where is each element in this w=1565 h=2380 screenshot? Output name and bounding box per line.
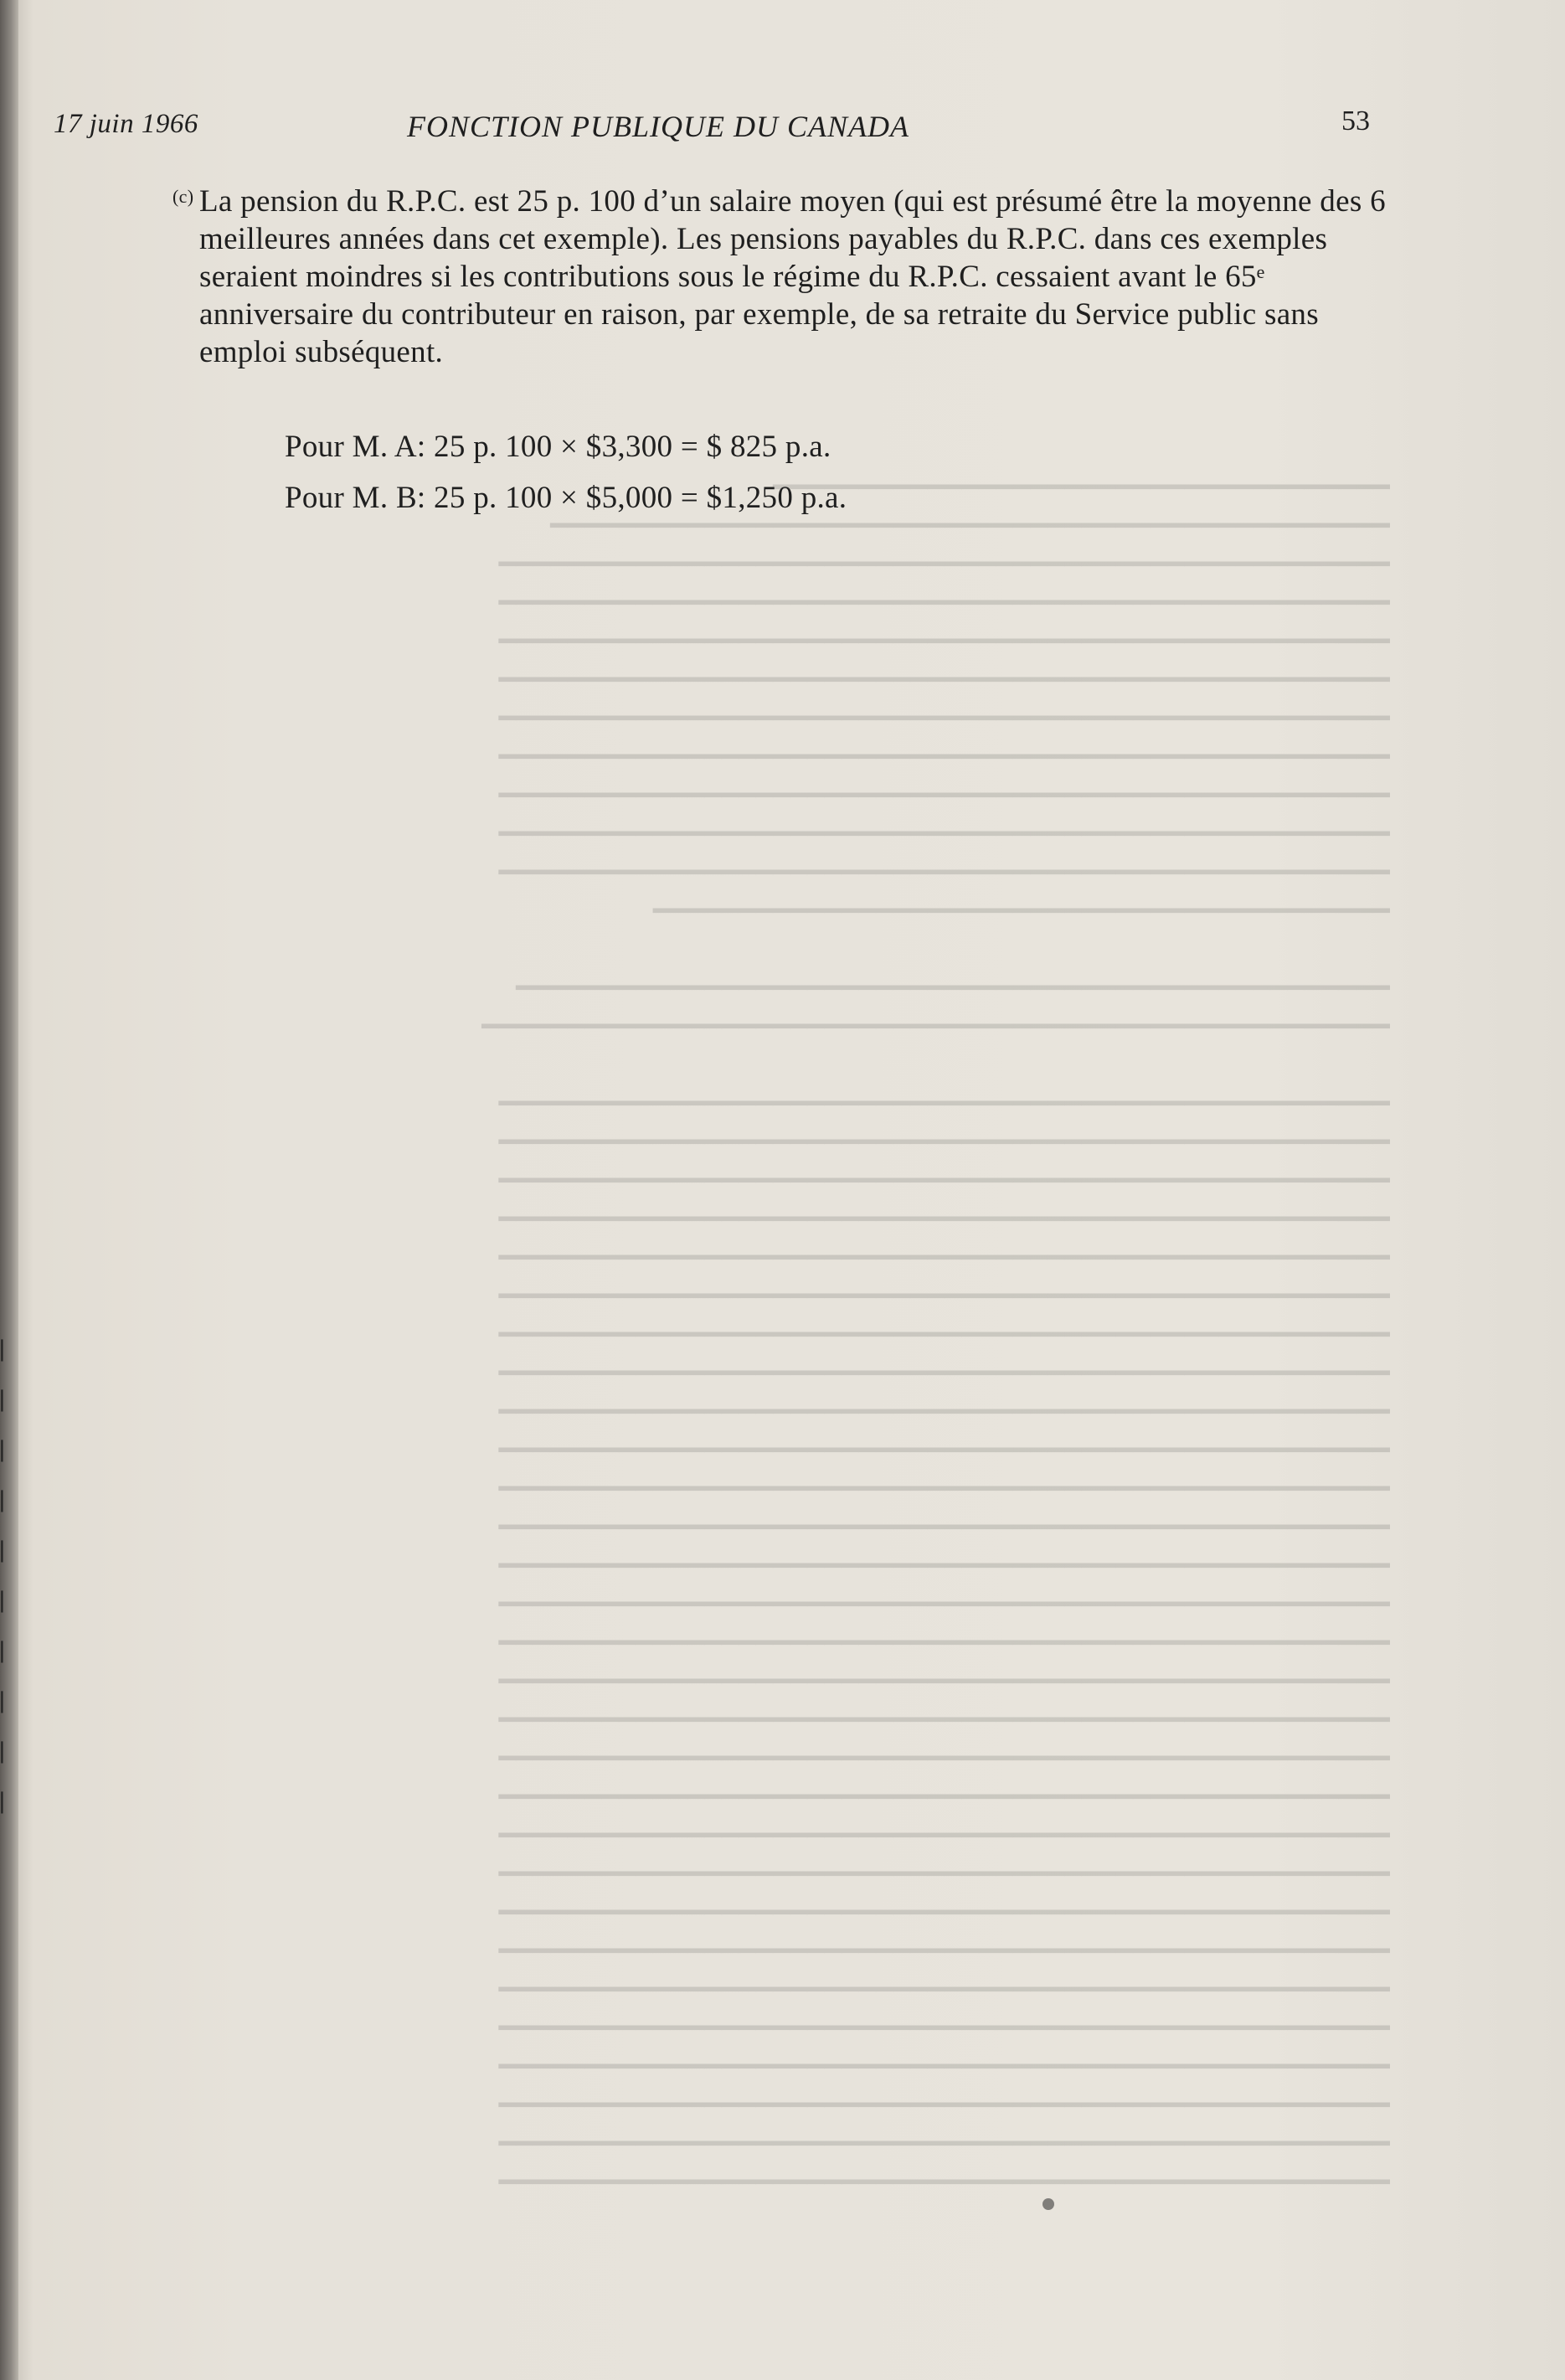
bleed-through-texture: ━━━━━━━━━━━━━━━━━━━━━━━━━━━━━━━━━━━━ ━━━━━━━━━━━━━━━━━━━━━━━━━━━━━━━━━━━━━━━━━━━━━━━━━ ━━━━━━━━━━━━━━━━━━━━━━━━━━━━━━━━━━━━━━━━━━━━━━━━━━━━ ━━━━━━━━━━━━━━━━━━━━━━━━━━━━━━━━━━━━━━━━━━━━━━━━━━━━ ━━━━━━━━━━━━━━━━━━━━━━━━━━━━━━━━━━━━━━━━━━━━━━━━━━━━ ━━━━━━━━━━━━━━━━━━━━━━━━━━━━━━━━━━━━━━━━━━━━━━━━━━━━ ━━━━━━━━━━━━━━━━━━━━━━━━━━━━━━━━━━━━━━━━━━━━━━━━━━━━ ━━━━━━━━━━━━━━━━━━━━━━━━━━━━━━━━━━━━━━━━━━━━━━━━━━━━ ━━━━━━━━━━━━━━━━━━━━━━━━━━━━━━━━━━━━━━━━━━━━━━━━━━━━ ━━━━━━━━━━━━━━━━━━━━━━━━━━━━━━━━━━━━━━━━━━━━━━━━━━━━ ━━━━━━━━━━━━━━━━━━━━━━━━━━━━━━━━━━━━━━━━━━━━━━━━━━━━ ━━━━━━━━━━━━━━━━━━━━━━━━━━━━━━━━━━━━━━━━━━━ ━━━━━━━━━━━━━━━━━━━━━━━━━━━━━━━━━━━━━━━━━━━━━━━━━━━ ━━━━━━━━━━━━━━━━━━━━━━━━━━━━━━━━━━━━━━━━━━━━━━━━━━━━━ ━━━━━━━━━━━━━━━━━━━━━━━━━━━━━━━━━━━━━━━━━━━━━━━━━━━━ ━━━━━━━━━━━━━━━━━━━━━━━━━━━━━━━━━━━━━━━━━━━━━━━━━━━━ ━━━━━━━━━━━━━━━━━━━━━━━━━━━━━━━━━━━━━━━━━━━━━━━━━━━━ ━━━━━━━━━━━━━━━━━━━━━━━━━━━━━━━━━━━━━━━━━━━━━━━━━━━━ ━━━━━━━━━━━━━━━━━━━━━━━━━━━━━━━━━━━━━━━━━━━━━━━━━━━━ ━━━━━━━━━━━━━━━━━━━━━━━━━━━━━━━━━━━━━━━━━━━━━━━━━━━━ ━━━━━━━━━━━━━━━━━━━━━━━━━━━━━━━━━━━━━━━━━━━━━━━━━━━━ ━━━━━━━━━━━━━━━━━━━━━━━━━━━━━━━━━━━━━━━━━━━━━━━━━━━━ ━━━━━━━━━━━━━━━━━━━━━━━━━━━━━━━━━━━━━━━━━━━━━━━━━━━━ ━━━━━━━━━━━━━━━━━━━━━━━━━━━━━━━━━━━━━━━━━━━━━━━━━━━━ ━━━━━━━━━━━━━━━━━━━━━━━━━━━━━━━━━━━━━━━━━━━━━━━━━━━━ ━━━━━━━━━━━━━━━━━━━━━━━━━━━━━━━━━━━━━━━━━━━━━━━━━━━━ ━━━━━━━━━━━━━━━━━━━━━━━━━━━━━━━━━━━━━━━━━━━━━━━━━━━━ ━━━━━━━━━━━━━━━━━━━━━━━━━━━━━━━━━━━━━━━━━━━━━━━━━━━━ ━━━━━━━━━━━━━━━━━━━━━━━━━━━━━━━━━━━━━━━━━━━━━━━━━━━━ ━━━━━━━━━━━━━━━━━━━━━━━━━━━━━━━━━━━━━━━━━━━━━━━━━━━━ ━━━━━━━━━━━━━━━━━━━━━━━━━━━━━━━━━━━━━━━━━━━━━━━━━━━━ ━━━━━━━━━━━━━━━━━━━━━━━━━━━━━━━━━━━━━━━━━━━━━━━━━━━━ ━━━━━━━━━━━━━━━━━━━━━━━━━━━━━━━━━━━━━━━━━━━━━━━━━━━━ ━━━━━━━━━━━━━━━━━━━━━━━━━━━━━━━━━━━━━━━━━━━━━━━━━━━━ ━━━━━━━━━━━━━━━━━━━━━━━━━━━━━━━━━━━━━━━━━━━━━━━━━━━━ ━━━━━━━━━━━━━━━━━━━━━━━━━━━━━━━━━━━━━━━━━━━━━━━━━━━━ ━━━━━━━━━━━━━━━━━━━━━━━━━━━━━━━━━━━━━━━━━━━━━━━━━━━━ ━━━━━━━━━━━━━━━━━━━━━━━━━━━━━━━━━━━━━━━━━━━━━━━━━━━━ ━━━━━━━━━━━━━━━━━━━━━━━━━━━━━━━━━━━━━━━━━━━━━━━━━━━━ ━━━━━━━━━━━━━━━━━━━━━━━━━━━━━━━━━━━━━━━━━━━━━━━━━━━━ ━━━━━━━━━━━━━━━━━━━━━━━━━━━━━━━━━━━━━━━━━━━━━━━━━━━━ ━━━━━━━━━━━━━━━━━━━━━━━━━━━━━━━━━━━━━━━━━━━━━━━━━━━━ ━━━━━━━━━━━━━━━━━━━━━━━━━━━━━━━━━━━━━━━━━━━━━━━━━━━━ [481, 472, 1390, 2198]
page-edge-marks: ▏ ▏ ▏ ▏ ▏ ▏ ▏ ▏ ▏ ▏ [1, 1340, 16, 1813]
formula-mr-b: Pour M. B: 25 p. 100 × $5,000 = $1,250 p.a. [285, 481, 847, 515]
formula-mr-a: Pour M. A: 25 p. 100 × $3,300 = $ 825 p.a. [285, 430, 831, 464]
ink-smudge [1042, 2198, 1054, 2210]
header-title: FONCTION PUBLIQUE DU CANADA [407, 110, 909, 143]
footnote-text: La pension du R.P.C. est 25 p. 100 d’un salaire moyen (qui est présumé être la moyenne des 6 meilleures années dans cet exemple). Les pensions payables du R.P.C. dans ces exemples seraient moindres si les contributions sous le régime du R.P.C. cessaient avant le 65ᵉ anniversaire du contributeur en raison, par exemple, de sa retraite du Service public sans emploi subséquent. [199, 184, 1386, 369]
page-number: 53 [1341, 106, 1370, 137]
footnote-marker: (c) [172, 186, 194, 207]
footnote-c [172, 183, 1388, 371]
header-date: 17 juin 1966 [54, 109, 198, 139]
running-header [0, 106, 1565, 143]
